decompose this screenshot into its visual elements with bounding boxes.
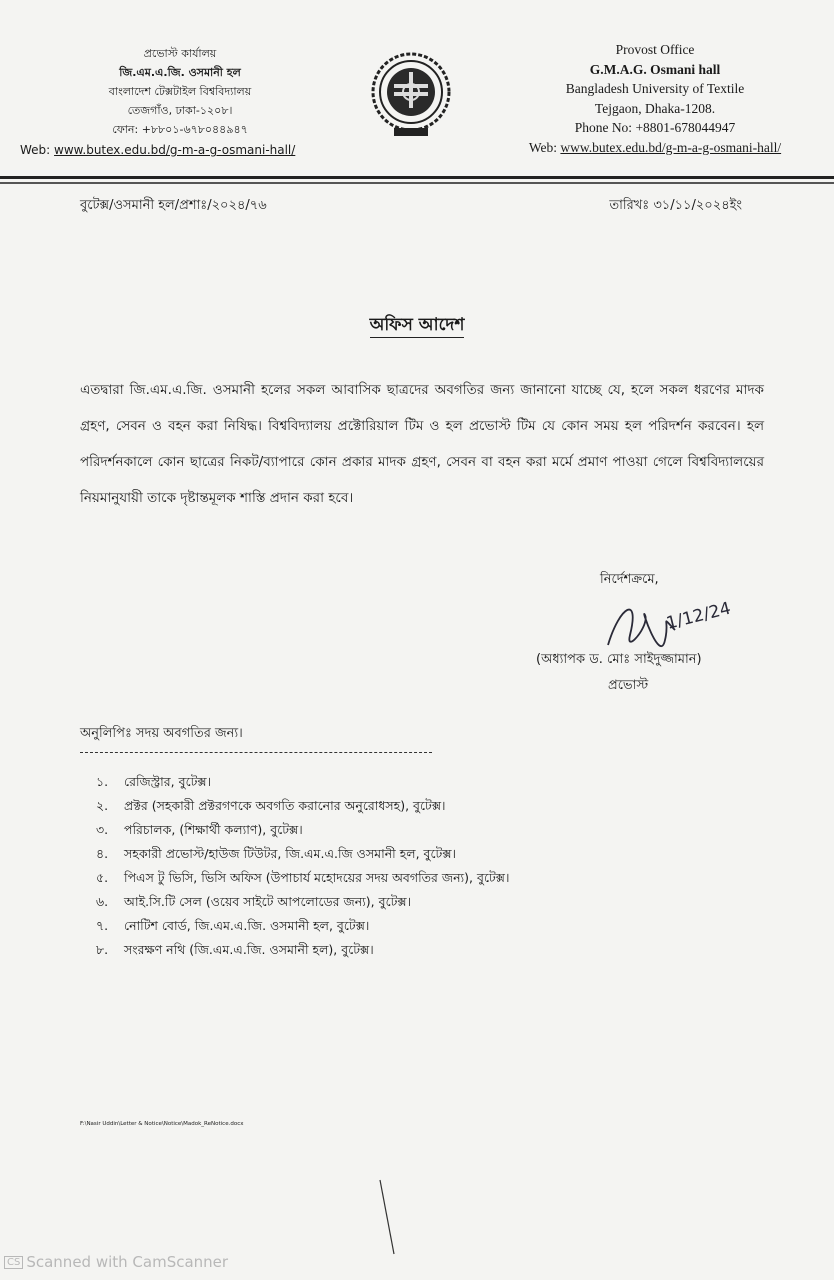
cc-list-item	[96, 914, 509, 938]
header-english	[500, 40, 810, 157]
document-date: তারিখঃ ৩১/১১/২০২৪ইং	[609, 198, 742, 213]
header-line: তেজগাঁও, ঢাকা-১২০৮।	[127, 104, 233, 117]
cc-item-text: পরিচালক, (শিক্ষার্থী কল্যাণ), বুটেক্স।	[124, 822, 303, 837]
cc-item-number: ২.	[96, 798, 109, 813]
header-line: Tejgaon, Dhaka-1208.	[594, 100, 716, 116]
header-line: প্রভোস্ট কার্যালয়	[143, 47, 217, 60]
header-hall-name: জি.এম.এ.জি. ওসমানী হল	[119, 66, 241, 79]
header-phone: Phone No: +8801-678044947	[574, 120, 736, 135]
cc-list-item	[96, 890, 509, 914]
body-paragraph: এতদ্বারা জি.এম.এ.জি. ওসমানী হলের সকল আবাসিক ছাত্রদের অবগতির জন্য জানানো যাচ্ছে যে, হলে সকল ধরণের মাদক গ্রহণ, সেবন ও বহন করা নিষিদ্ধ। বিশ্ববিদ্যালয় প্রক্টোরিয়াল টিম ও হল প্রভোস্ট টিম যে কোন সময় হল পরিদর্শন করবেন। হল পরিদর্শনকালে কোন ছাত্রের নিকট/ব্যাপারে কোন প্রকার মাদক গ্রহণ, সেবন বা বহন করা মর্মে প্রমাণ পাওয়া গেলে বিশ্ববিদ্যালয়ের নিয়মানুযায়ী তাকে দৃষ্টান্তমূলক শাস্তি প্রদান করা হবে।	[80, 382, 764, 506]
cc-item-number: ৮.	[96, 942, 109, 957]
memo-number: বুটেক্স/ওসমানী হল/প্রশাঃ/২০২৪/৭৬	[80, 198, 267, 213]
header-web	[20, 141, 340, 160]
cc-item-text: আই.সি.টি সেল (ওয়েব সাইটে আপলোডের জন্য), বুটেক্স।	[124, 894, 412, 909]
web-label: Web:	[20, 143, 51, 157]
cc-item-text: পিএস টু ভিসি, ভিসি অফিস (উপাচার্য মহোদয়ের সদয় অবগতির জন্য), বুটেক্স।	[124, 870, 510, 885]
header-hall-name: G.M.A.G. Osmani hall	[589, 61, 721, 77]
signatory-name: (অধ্যাপক ড. মোঃ সাইদুজ্জামান)	[536, 652, 702, 667]
cc-item-number: ৪.	[96, 846, 109, 861]
cc-item-text: সংরক্ষণ নথি (জি.এম.এ.জি. ওসমানী হল), বুটেক্স।	[124, 942, 374, 957]
web-link[interactable]: www.butex.edu.bd/g-m-a-g-osmani-hall/	[560, 139, 782, 155]
cc-list-item	[96, 794, 509, 818]
file-path: F:\Nasir Uddin\Letter & Notice\Notice\Madok_ReNotice.docx	[80, 1121, 244, 1127]
pen-mark	[378, 1178, 398, 1258]
university-seal-logo	[370, 48, 452, 140]
camscanner-icon: CS	[4, 1256, 23, 1269]
cc-list-item	[96, 842, 509, 866]
document-title	[0, 312, 834, 340]
cc-item-number: ৫.	[96, 870, 109, 885]
header-line: Provost Office	[615, 42, 695, 57]
cc-item-text: প্রক্টর (সহকারী প্রক্টরগণকে অবগতি করানোর অনুরোধসহ), বুটেক্স।	[124, 798, 446, 813]
cc-item-text: নোটিশ বোর্ড, জি.এম.এ.জি. ওসমানী হল, বুটেক্স।	[124, 918, 370, 933]
header-web	[500, 138, 810, 158]
cc-list-item	[96, 818, 509, 842]
cc-list-item	[96, 770, 509, 794]
title-text: অফিস আদেশ	[370, 315, 465, 338]
header-phone: ফোন: +৮৮০১-৬৭৮০৪৪৯৪৭	[112, 123, 248, 136]
cc-list-item	[96, 866, 509, 890]
cc-list	[96, 770, 509, 962]
header-line: Bangladesh University of Textile	[565, 81, 745, 96]
cc-item-text: সহকারী প্রভোস্ট/হাউজ টিউটর, জি.এম.এ.জি ওসমানী হল, বুটেক্স।	[124, 846, 456, 861]
header-bangla	[20, 44, 340, 160]
watermark-text: Scanned with CamScanner	[26, 1253, 229, 1271]
cc-item-number: ১.	[96, 774, 109, 789]
web-link[interactable]: www.butex.edu.bd/g-m-a-g-osmani-hall/	[54, 143, 296, 157]
scanner-watermark	[4, 1253, 228, 1271]
cc-label: অনুলিপিঃ সদয় অবগতির জন্য।	[80, 726, 243, 741]
directive-text: নির্দেশক্রমে,	[600, 572, 659, 587]
header-line: বাংলাদেশ টেক্সটাইল বিশ্ববিদ্যালয়	[108, 85, 252, 98]
cc-item-number: ৭.	[96, 918, 109, 933]
header-rule-thin	[0, 182, 834, 184]
cc-item-number: ৬.	[96, 894, 109, 909]
dashed-divider	[80, 752, 432, 753]
cc-item-number: ৩.	[96, 822, 109, 837]
signature-date: 1/12/24	[664, 598, 733, 634]
cc-list-item	[96, 938, 509, 962]
cc-item-text: রেজিস্ট্রার, বুটেক্স।	[124, 774, 212, 789]
web-label: Web:	[528, 139, 558, 155]
header-rule	[0, 176, 834, 179]
signatory-title: প্রভোস্ট	[608, 678, 649, 693]
